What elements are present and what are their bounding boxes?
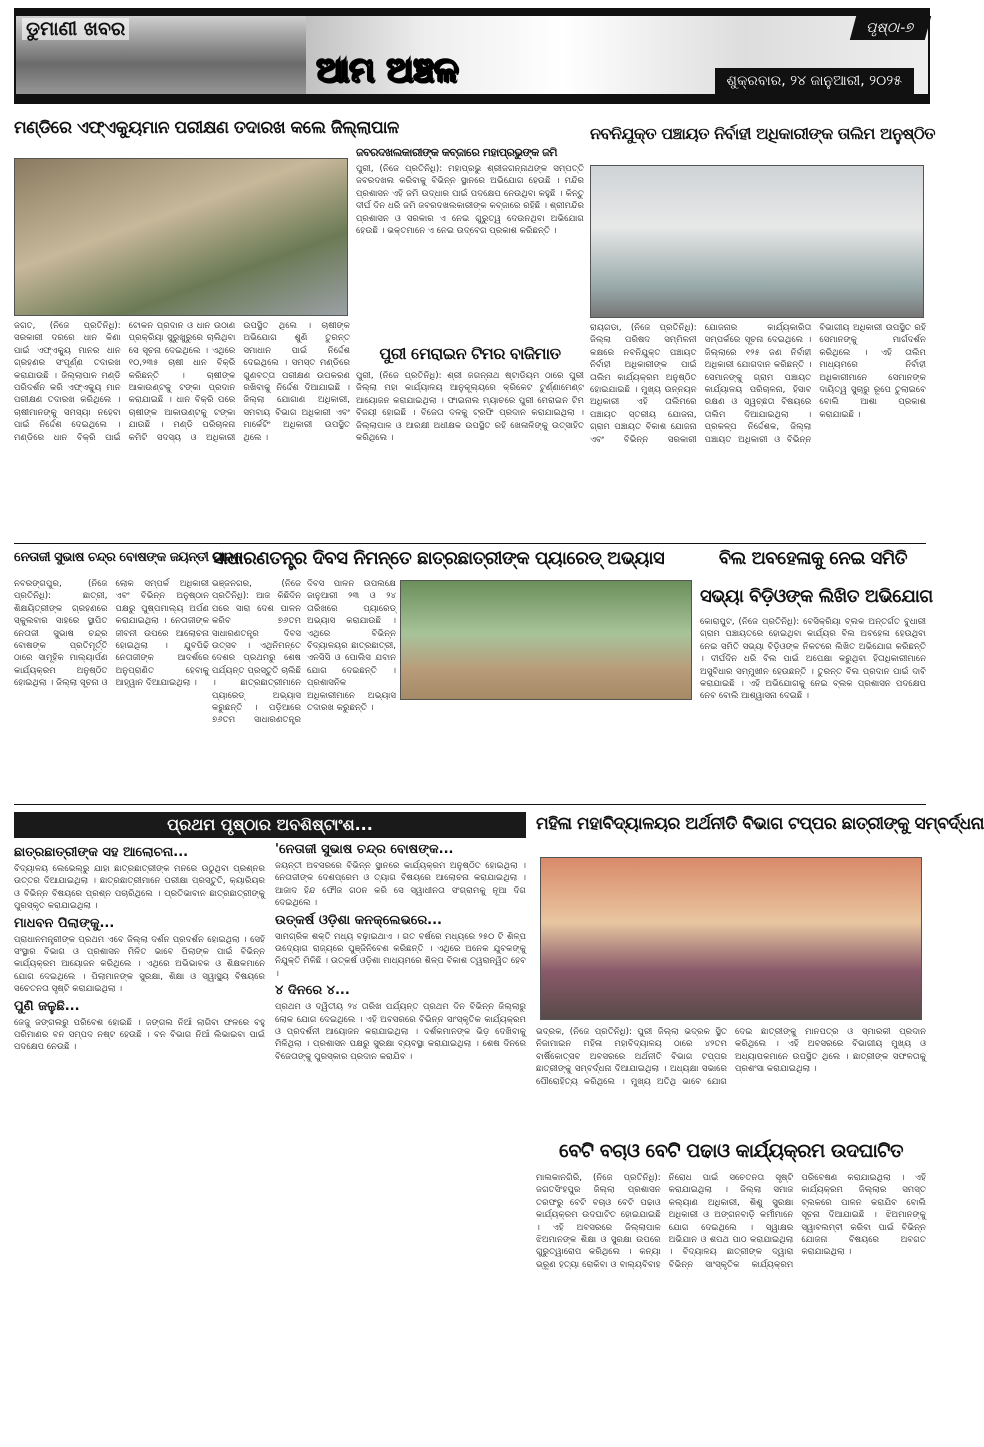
continued-item (275, 913, 526, 981)
article-topper-felicitation: ଭଦ୍ରକ, (ନିଜେ ପ୍ରତିନିଧି): ପୁରୀ ଜିଲ୍ଲା ଭଦ୍ରକ ସ୍ଥିତ ନିଜାମାଇନ ମହିଳା ମହାବିଦ୍ୟାଳୟ ଠାରେ ୪୨ତମ ବାର୍ଷିକୋତ୍ସବ ଅବସରରେ ଅର୍ଥନୀତି ବିଭାଗ ଟପ୍ପର ଛାତ୍ରୀଙ୍କୁ ସମ୍ବର୍ଦ୍ଧନା ଦିଆଯାଇଥିଲା । ଅଧ୍ୟକ୍ଷା ସଭାରେ ପୌରୋହିତ୍ୟ କରିଥିଲେ । ମୁଖ୍ୟ ଅତିଥି ଭାବେ ଯୋଗ ଦେଇ ଛାତ୍ରୀଙ୍କୁ ମାନପତ୍ର ଓ ସ୍ମାରକୀ ପ୍ରଦାନ କରିଥିଲେ । ଏହି ଅବସରରେ ବିଭାଗୀୟ ମୁଖ୍ୟ ଓ ଅଧ୍ୟାପକମାନେ ଉପସ୍ଥିତ ଥିଲେ । ଛାତ୍ରୀଙ୍କ ସଫଳତାକୁ ପ୍ରଶଂସା କରାଯାଇଥିଲା । (536, 1027, 926, 1087)
section-title: ଆମ ଅଞ୍ଚଳ (316, 50, 459, 90)
continued-subhead: ଛାତ୍ରଛାତ୍ରୀଙ୍କ ସହ ଆଲୋଚନା... (14, 845, 189, 860)
headline-beti-bachao: ବେଟି ବଚାଓ ବେଟି ପଢାଓ କାର୍ଯ୍ୟକ୍ରମ ଉଦଘାଟିତ (558, 1140, 904, 1162)
continued-subhead: ମାଧବନ ପିଲାଙ୍କୁ... (14, 915, 115, 931)
masthead-bottom-rule (16, 94, 928, 102)
continued-body: ପ୍ରାଧାନମନ୍ତ୍ରୀଙ୍କ ପ୍ରଥମ ଏବେ ଜିଲ୍ଲା ଦର୍ଶନ ପ୍ରଦର୍ଶନ ହୋଇଥିଲା । ସେହି ସଂସ୍ଥାର ବିଭାଗ ଓ ପ୍ରଶାସନ ମିଳିତ ଭାବେ ପିଲାଙ୍କ ପାଇଁ ବିଭିନ୍ନ କାର୍ଯ୍ୟକ୍ରମ ଆୟୋଜନ କରିଥିଲେ । ଏଥିରେ ଅଭିଭାବକ ଓ ଶିକ୍ଷକମାନେ ଯୋଗ ଦେଇଥିଲେ । ପିଲାମାନଙ୍କ ସୁରକ୍ଷା, ଶିକ୍ଷା ଓ ସ୍ୱାସ୍ଥ୍ୟ ବିଷୟରେ ସଚେତନତା ସୃଷ୍ଟି କରାଯାଇଥିଲା । (14, 934, 265, 995)
photo-felicitation (540, 857, 922, 1020)
headline-temple-land: ଜବରଦଖଲକାରୀଙ୍କ କବ୍‌ଜାରେ ମହାପ୍ରଭୁଙ୍କ ଜମି (356, 146, 557, 159)
masthead (14, 8, 930, 104)
page-number: ପୃଷ୍ଠା-୭ (850, 16, 931, 40)
continued-item (14, 999, 265, 1054)
continued-subhead: ୪ ଦିନରେ ୪... (275, 983, 350, 999)
photo-collector-mandi (14, 158, 348, 316)
article-netaji-jayanti: ନବରଙ୍ଗପୁର, (ନିଜେ ପ୍ରତିନିଧି): ଛାତ୍ରୀ, ଶିକ୍ଷୟିତ୍ରୀଙ୍କ ଗ୍ରହଣରେ ସ୍କୁଲବାର ସାହରେ ସ୍ଥାପିତ ନେତାଜୀ ସୁଭାଷ ଚନ୍ଦ୍ର ବୋଷଙ୍କ ପ୍ରତିମୂର୍ତ୍ତି ଠାରେ ସାମୂହିକ ମାଲ୍ୟାର୍ପଣ କାର୍ଯ୍ୟକ୍ରମ ଅନୁଷ୍ଠିତ ହୋଇଥିଲା । ଜିଲ୍ଲା ସୂଚନା ଓ ଲୋକ ସମ୍ପର୍କ ଅଧିକାରୀ ଏବଂ ବିଭିନ୍ନ ଅନୁଷ୍ଠାନ ପକ୍ଷରୁ ପୁଷ୍ପମାଲ୍ୟ ଅର୍ପଣ କରାଯାଇଥିଲା । ନେତାଜୀଙ୍କ ଜୀବନୀ ଉପରେ ଆଲୋଚନା ହୋଇଥିଲା । ଯୁବପିଢି ନେତାଜୀଙ୍କ ଆଦର୍ଶରେ ଅନୁପ୍ରାଣିତ ହେବାକୁ ଆହ୍ୱାନ ଦିଆଯାଇଥିଲା । (14, 579, 209, 689)
continued-item (14, 845, 265, 913)
headline-bill-complaint-1: ବିଲ ଅବହେଳାକୁ ନେଇ ସମିତି (718, 548, 908, 569)
continuation-banner: ପ୍ରଥମ ପୃଷ୍ଠାର ଅବଶିଷ୍ଟାଂଶ... (14, 812, 526, 838)
continuation-section (14, 842, 526, 1440)
headline-netaji-jayanti: ନେତାଜୀ ସୁଭାଷ ଚନ୍ଦ୍ର ବୋଷଙ୍କ ଜୟନ୍ତୀ ପାଳନ (14, 550, 243, 565)
continued-body: ବିଦ୍ୟାଳୟ ଲେଭେଲ୍‌ରୁ ଯାହା ଛାତ୍ରଛାତ୍ରୀଙ୍କ ମନରେ ଉଠୁଥିବା ପ୍ରଶ୍ନର ଉତ୍ତର ଦିଆଯାଇଥିଲା । ଛାତ୍ରଛାତ୍ରୀମାନେ ପରୀକ୍ଷା ପ୍ରସ୍ତୁତି, କ୍ୟାରିୟର ଓ ବିଭିନ୍ନ ବିଷୟରେ ପ୍ରଶ୍ନ ପଚାରିଥିଲେ । ପ୍ରତିଭାବାନ ଛାତ୍ରଛାତ୍ରୀଙ୍କୁ ପୁରସ୍କୃତ କରାଯାଇଥିଲା । (14, 864, 265, 912)
continued-body: ସାମଗ୍ରିକ ଶକ୍ତି ମଧ୍ୟ ବଢ଼ାଇଥାଏ । ଗତ ବର୍ଷରେ ମଧ୍ୟରେ ୨୫୦ ଟି ଶିଳ୍ପ ଉଦ୍ୟୋଗ ରାଜ୍ୟରେ ପୁଞ୍ଜିନିବେଶ କରିଛନ୍ତି । ଏଥିରେ ଅନେକ ଯୁବକଙ୍କୁ ନିଯୁକ୍ତି ମିଳିଛି । ଉତ୍କର୍ଷ ଓଡ଼ିଶା ମାଧ୍ୟମରେ ଶିଳ୍ପ ବିକାଶ ତ୍ୱରାନ୍ୱିତ ହେବ । (275, 931, 526, 979)
newspaper-brand: ଡୁମାଣୀ ଖବର (22, 18, 129, 40)
article-puri-marine: ପୁରୀ, (ନିଜେ ପ୍ରତିନିଧି): ଶ୍ରୀ ଜଗନ୍ନାଥ ଷ୍ଟାଡିୟମ ଠାରେ ପୁରୀ ଜିଲ୍ଲା ମହା କାର୍ଯ୍ୟାଳୟ ଆନୁକୂଲ୍ୟରେ କ୍ରିକେଟ ଟୁର୍ଣ୍ଣାମେଣ୍ଟ ଆୟୋଜନ କରାଯାଇଥିଲା । ଫାଇନାଲ ମ୍ୟାଚରେ ପୁରୀ ମେରାଇନ ଟିମ ବିଜୟୀ ହୋଇଛି । ବିଜେତା ଦଳକୁ ଟ୍ରଫି ପ୍ରଦାନ କରାଯାଇଥିଲା । ଜିଲ୍ଲାପାଳ ଓ ଆରକ୍ଷୀ ଅଧୀକ୍ଷକ ଉପସ୍ଥିତ ରହି ଖେଳାଳିଙ୍କୁ ଉତ୍ସାହିତ କରିଥିଲେ । (356, 371, 584, 444)
continued-item (14, 916, 265, 996)
headline-fci-inspection: ମଣ୍ଡିରେ ଏଫ୍‌ଏକ୍ୟୁମାନ ପରୀକ୍ଷଣ ତଦାରଖ କଲେ ଜିଲ୍ଲାପାଳ (14, 118, 399, 138)
continued-body: ଜୟନ୍ତୀ ଅବସରରେ ବିଭିନ୍ନ ସ୍ଥାନରେ କାର୍ଯ୍ୟକ୍ରମ ଅନୁଷ୍ଠିତ ହୋଇଥିଲା । ନେତାଜୀଙ୍କ ଦେଶପ୍ରେମ ଓ ତ୍ୟାଗ ବିଷୟରେ ଆଲୋଚନା କରାଯାଇଥିଲା । ଆଜାଦ ହିନ୍ଦ ଫୌଜ ଗଠନ କରି ସେ ସ୍ୱାଧୀନତା ସଂଗ୍ରାମକୁ ନୂଆ ଦିଗ ଦେଇଥିଲେ । (275, 861, 526, 909)
article-beti-bachao: ମାଲକାନଗିରି, (ନିଜେ ପ୍ରତିନିଧି): ଜଗତସିଂହପୁର ଜିଲ୍ଲା ପ୍ରଶାସନ ତରଫରୁ ବେଟି ବଚାଓ ବେଟି ପଢାଓ କାର୍ଯ୍ୟକ୍ରମ ଉଦଘାଟିତ ହୋଇଯାଇଛି । ଏହି ଅବସରରେ ଜିଲ୍ଲାପାଳ ଝିଅମାନଙ୍କ ଶିକ୍ଷା ଓ ସୁରକ୍ଷା ଉପରେ ଗୁରୁତ୍ୱାରୋପ କରିଥିଲେ । କନ୍ୟା ଭ୍ରୂଣ ହତ୍ୟା ରୋକିବା ଓ ବାଲ୍ୟବିବାହ ନିରୋଧ ପାଇଁ ସଚେତନତା ସୃଷ୍ଟି କରାଯାଇଥିଲା । ଜିଲ୍ଲା ସମାଜ କଲ୍ୟାଣ ଅଧିକାରୀ, ଶିଶୁ ସୁରକ୍ଷା ଅଧିକାରୀ ଓ ଅଙ୍ଗନବାଡ଼ି କର୍ମୀମାନେ ଯୋଗ ଦେଇଥିଲେ । ସ୍ୱାକ୍ଷର ଅଭିଯାନ ଓ ଶପଥ ପାଠ କରାଯାଇଥିଲା । ବିଦ୍ୟାଳୟ ଛାତ୍ରୀଙ୍କ ଦ୍ୱାରା ବିଭିନ୍ନ ସାଂସ୍କୃତିକ କାର୍ଯ୍ୟକ୍ରମ ପରିବେଷଣ କରାଯାଇଥିଲା । ଏହି କାର୍ଯ୍ୟକ୍ରମ ଜିଲ୍ଲାର ସମସ୍ତ ବ୍ଲକରେ ପାଳନ କରାଯିବ ବୋଲି ସୂଚନା ଦିଆଯାଇଛି । ଝିଅମାନଙ୍କୁ ସ୍ୱାବଲମ୍ବୀ କରିବା ପାଇଁ ବିଭିନ୍ନ ଯୋଜନା ବିଷୟରେ ଅବଗତ କରାଯାଇଥିଲା । (536, 1173, 926, 1270)
continued-subhead: ଉତ୍କର୍ଷ ଓଡ଼ିଶା କନକ୍ଲେଭରେ... (275, 912, 442, 928)
headline-parade-practice: ସାଧାରଣତନ୍ତ୍ର ଦିବସ ନିମନ୍ତେ ଛାତ୍ରଛାତ୍ରୀଙ୍କ ପ୍ୟାରେଡ୍ ଅଭ୍ୟାସ (212, 548, 665, 569)
headline-bill-complaint-2: ସଭ୍ୟା ବିଡ଼ିଓଙ୍କ ଲିଖିତ ଅଭିଯୋଗ (700, 586, 933, 607)
photo-training-hall (590, 165, 924, 318)
divider (14, 804, 926, 805)
continued-item (275, 842, 526, 910)
continued-item (275, 983, 526, 1063)
article-parade-practice: ଭଞ୍ଜନଗର, (ନିଜେ ପ୍ରତିନିଧି): ଆଜ କିଛିଦିନ ପରେ ସାରା ଦେଶ ପାଳନ କରିବ ୭୬ତମ ସାଧାରଣତନ୍ତ୍ର ଦିବସ ଉତ୍ସବ । ଏଥିନିମନ୍ତେ ଦେଶର ପ୍ରଥମରୁ ଶେଷ ପର୍ଯ୍ୟନ୍ତ ପ୍ରସ୍ତୁତି ଚାଲିଛି । ଛାତ୍ରଛାତ୍ରୀମାନେ ପ୍ୟାରେଡ୍ ଅଭ୍ୟାସ କରୁଛନ୍ତି । ପଡ଼ିଆରେ ୭୬ତମ ସାଧାରଣତନ୍ତ୍ର ଦିବସ ପାଳନ ଉପଲକ୍ଷେ ଜାନୁଆରୀ ୨୩ ଓ ୨୪ ତାରିଖରେ ପ୍ୟାରେଡ୍ ଅଭ୍ୟାସ କରାଯାଉଛି । ଏଥିରେ ବିଭିନ୍ନ ବିଦ୍ୟାଳୟର ଛାତ୍ରଛାତ୍ରୀ, ଏନସିସି ଓ ପୋଲିସ ଯବାନ ଯୋଗ ଦେଇଛନ୍ତି । ପ୍ରଶାସନିକ ଅଧିକାରୀମାନେ ଅଭ୍ୟାସ ତଦାରଖ କରୁଛନ୍ତି । (212, 579, 396, 726)
photo-parade-group (400, 580, 692, 700)
continued-body: ଜେଜୁ ଜଙ୍ଗଲରୁ ପରିବେଶ ହୋଇଛି । ଜଙ୍ଗଲ ନିଆଁ ଲାଗିବା ଫଳରେ ବହୁ ପରିମାଣର ବନ ସମ୍ପଦ ନଷ୍ଟ ହେଉଛି । ବନ ବିଭାଗ ନିଆଁ ଲିଭାଇବା ପାଇଁ ପଦକ୍ଷେପ ନେଉଛି । (14, 1017, 265, 1053)
continued-subhead: 'ନେତାଜୀ ସୁଭାଷ ଚନ୍ଦ୍ର ବୋଷଙ୍କ... (275, 842, 454, 857)
continued-subhead: ପୁଣି ଜଳୁଛି... (14, 998, 80, 1014)
article-panchayat-training: ରାୟଗଡା, (ନିଜେ ପ୍ରତିନିଧି): ଜିଲ୍ଲା ପରିଷଦ ସମ୍ମିଳନୀ କକ୍ଷରେ ନବନିଯୁକ୍ତ ପଞ୍ଚାୟତ ନିର୍ବାହୀ ଅଧିକାରୀଙ୍କ ପାଇଁ ତାଲିମ କାର୍ଯ୍ୟକ୍ରମ ଅନୁଷ୍ଠିତ ହୋଇଯାଇଛି । ମୁଖ୍ୟ ଉନ୍ନୟନ ଅଧିକାରୀ ଏହି ତାଲିମରେ ପଞ୍ଚାୟତ ସ୍ତରୀୟ ଯୋଜନା, ଗ୍ରାମ ପଞ୍ଚାୟତ ବିକାଶ ଯୋଜନା ଏବଂ ବିଭିନ୍ନ ସରକାରୀ ଯୋଜନାର କାର୍ଯ୍ୟକାରିତା ସମ୍ପର୍କରେ ସୂଚନା ଦେଇଥିଲେ । ଜିଲ୍ଲାରେ ୧୨୫ ଜଣ ନିର୍ବାହୀ ଅଧିକାରୀ ଯୋଗଦାନ କରିଛନ୍ତି । ସେମାନଙ୍କୁ ଗ୍ରାମ ପଞ୍ଚାୟତ କାର୍ଯ୍ୟାଳୟ ପରିଚାଳନା, ହିସାବ ରକ୍ଷଣ ଓ ସ୍ୱଚ୍ଛତା ବିଷୟରେ ତାଲିମ ଦିଆଯାଇଥିଲା । ପ୍ରକଳ୍ପ ନିର୍ଦ୍ଦେଶକ, ଜିଲ୍ଲା ପଞ୍ଚାୟତ ଅଧିକାରୀ ଓ ବିଭିନ୍ନ ବିଭାଗୀୟ ଅଧିକାରୀ ଉପସ୍ଥିତ ରହି ସେମାନଙ୍କୁ ମାର୍ଗଦର୍ଶନ କରିଥିଲେ । ଏହି ତାଲିମ ମାଧ୍ୟମରେ ନିର୍ବାହୀ ଅଧିକାରୀମାନେ ସେମାନଙ୍କ ଦାୟିତ୍ୱ ସୁଚାରୁ ରୂପେ ତୁଲାଇବେ ବୋଲି ଆଶା ପ୍ରକାଶ କରାଯାଇଛି । (590, 323, 926, 445)
issue-date: ଶୁକ୍ରବାର, ୨୪ ଜାନୁଆରୀ, ୨୦୨୫ (715, 68, 914, 94)
article-temple-land: ପୁରୀ, (ନିଜେ ପ୍ରତିନିଧି): ମହାପ୍ରଭୁ ଶ୍ରୀଜଗନ୍ନାଥଙ୍କ ସମ୍ପତ୍ତି ଜବରଦଖଲ କରିବାକୁ ବିଭିନ୍ନ ସ୍ଥାନରେ ଅଭିଯୋଗ ହେଉଛି । ମନ୍ଦିର ପ୍ରଶାସନ ଏହି ଜମି ଉଦ୍ଧାର ପାଇଁ ପଦକ୍ଷେପ ନେଉଥିବା କହୁଛି । କିନ୍ତୁ ଦୀର୍ଘ ଦିନ ଧରି ଜମି ଜବରଦଖଲକାରୀଙ୍କ କବ୍‌ଜାରେ ରହିଛି । ଶ୍ରୀମନ୍ଦିର ପ୍ରଶାସନ ଓ ସରକାର ଏ ନେଇ ଗୁରୁତ୍ୱ ଦେଉନଥିବା ଅଭିଯୋଗ ହେଉଛି । ଭକ୍ତମାନେ ଏ ନେଇ ଉଦ୍‌ବେଗ ପ୍ରକାଶ କରିଛନ୍ତି । (356, 164, 584, 237)
divider (14, 543, 926, 544)
headline-panchayat-training: ନବନିଯୁକ୍ତ ପଞ୍ଚାୟତ ନିର୍ବାହୀ ଅଧିକାରୀଙ୍କ ତାଲିମ ଅନୁଷ୍ଠିତ (590, 124, 936, 143)
headline-puri-marine: ପୁରୀ ମେରାଇନ ଟିମର ବାଜିମାତ (379, 344, 561, 363)
article-fci-inspection: ଜଗତ, (ନିଜେ ପ୍ରତିନିଧି): ସରକାରୀ ଦରରେ ଧାନ କିଣା ପାଇଁ ଏଫ୍‌ଏକ୍ୟୁ ମାନର ଧାନ ଗ୍ରହଣର ସଂପୂର୍ଣ୍ଣ ତଦାରଖ କରାଯାଉଛି । ଜିଲ୍ଲାପାଳ ମଣ୍ଡି ପରିଦର୍ଶନ କରି ଏଫ୍‌ଏକ୍ୟୁ ମାନ ପରୀକ୍ଷଣ ତଦାରଖ କରିଥିଲେ । ଚାଷୀମାନଙ୍କୁ ସମସ୍ୟା ନହେବା ପାଇଁ ନିର୍ଦ୍ଦେଶ ଦେଇଥିଲେ । ମଣ୍ଡିରେ ଧାନ ବିକ୍ରି ପାଇଁ ଟୋକନ ପ୍ରଦାନ ଓ ଧାନ ଉଠାଣ ପ୍ରକ୍ରିୟା ସୁରୁଖୁରୁରେ ଚାଲିଥିବା ସେ ସୂଚନା ଦେଇଥିଲେ । ଏଥିରେ ୧୦,୨୩୫ ଚାଷୀ ଧାନ ବିକ୍ରି କରିଛନ୍ତି । ଚାଷୀଙ୍କ ଆକାଉଣ୍ଟକୁ ଟଙ୍କା ପ୍ରଦାନ କରାଯାଇଛି । ଧାନ ବିକ୍ରି ପରେ ଚାଷୀଙ୍କ ଆକାଉଣ୍ଟକୁ ଟଙ୍କା ଯାଉଛି । ମଣ୍ଡି ପରିଚାଳନା କମିଟି ସଦସ୍ୟ ଓ ଅଧିକାରୀ ଉପସ୍ଥିତ ଥିଲେ । ଚାଷୀଙ୍କ ଅଭିଯୋଗ ଶୁଣି ତୁରନ୍ତ ସମାଧାନ ପାଇଁ ନିର୍ଦ୍ଦେଶ ଦେଇଥିଲେ । ସମସ୍ତ ମଣ୍ଡିରେ ଗୁଣବତ୍ତା ପରୀକ୍ଷଣ ଉପକରଣ ରଖିବାକୁ ନିର୍ଦ୍ଦେଶ ଦିଆଯାଇଛି । ଜିଲ୍ଲା ଯୋଗାଣ ଅଧିକାରୀ, ସମବାୟ ବିଭାଗ ଅଧିକାରୀ ଏବଂ ମାର୍କେଟିଂ ଅଧିକାରୀ ଉପସ୍ଥିତ ଥିଲେ । (14, 321, 350, 443)
headline-topper-felicitation: ମହିଳା ମହାବିଦ୍ୟାଳୟର ଅର୍ଥନୀତି ବିଭାଗ ଟପ୍ପର ଛାତ୍ରୀଙ୍କୁ ସମ୍ବର୍ଦ୍ଧନା (536, 814, 984, 834)
article-bill-complaint: କୋରାପୁଟ, (ନିଜେ ପ୍ରତିନିଧି): ବେସିକ୍ରିୟା ବ୍ଲକ ଅନ୍ତର୍ଗତ ବୁଧାରୀ ଗ୍ରାମ ପଞ୍ଚାୟତରେ ହୋଇଥିବା କାର୍ଯ୍ୟର ବିଲ ଅବହେଳା ହେଉଥିବା ନେଇ ସମିତି ସଭ୍ୟା ବିଡ଼ିଓଙ୍କ ନିକଟରେ ଲିଖିତ ଅଭିଯୋଗ କରିଛନ୍ତି । ଦୀର୍ଘଦିନ ଧରି ବିଲ ପାଇଁ ଅପେକ୍ଷା କରୁଥିବା ହିତାଧିକାରୀମାନେ ଅସୁବିଧାର ସମ୍ମୁଖୀନ ହେଉଛନ୍ତି । ତୁରନ୍ତ ବିଲ ପ୍ରଦାନ ପାଇଁ ଦାବି କରାଯାଇଛି । ଏହି ଅଭିଯୋଗକୁ ନେଇ ବ୍ଲକ ପ୍ରଶାସନ ପଦକ୍ଷେପ ନେବ ବୋଲି ଆଶ୍ୱାସନା ଦେଇଛି । (700, 617, 926, 702)
continued-body: ପ୍ରଥମ ଓ ଦ୍ୱିତୀୟ ୨୪ ତାରିଖ ପର୍ଯ୍ୟନ୍ତ ପ୍ରଥମ ଦିନ ବିଭିନ୍ନ ଜିଲ୍ଲାରୁ ଲୋକ ଯୋଗ ଦେଇଥିଲେ । ଏହି ଅବସରରେ ବିଭିନ୍ନ ସାଂସ୍କୃତିକ କାର୍ଯ୍ୟକ୍ରମ ଓ ପ୍ରଦର୍ଶନୀ ଆୟୋଜନ କରାଯାଇଥିଲା । ଦର୍ଶକମାନଙ୍କ ଭିଡ଼ ଦେଖିବାକୁ ମିଳିଥିଲା । ପ୍ରଶାସନ ପକ୍ଷରୁ ସୁରକ୍ଷା ବ୍ୟବସ୍ଥା କରାଯାଇଥିଲା । ଶେଷ ଦିନରେ ବିଜେତାଙ୍କୁ ପୁରସ୍କାର ପ୍ରଦାନ କରାଯିବ । (275, 1002, 526, 1062)
